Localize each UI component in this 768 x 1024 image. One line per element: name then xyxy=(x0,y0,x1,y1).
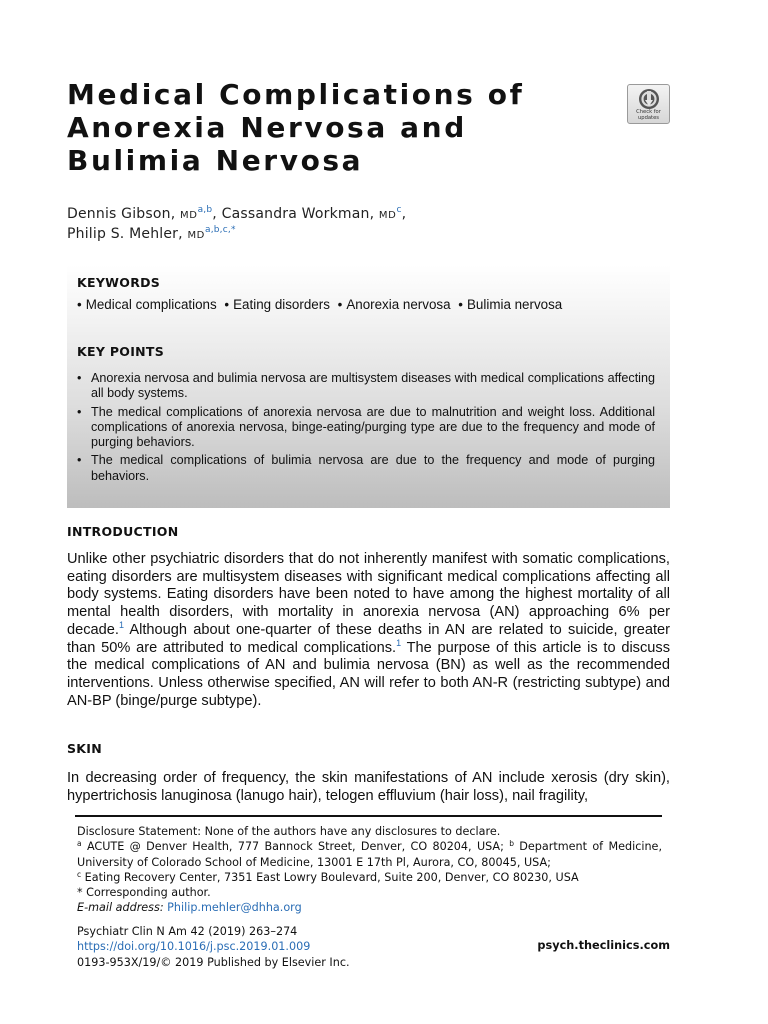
corresponding-author-note: * Corresponding author. xyxy=(77,886,211,900)
title-line-2: Anorexia Nervosa and xyxy=(67,111,467,144)
article-title xyxy=(67,78,587,177)
copyright-line: 0193-953X/19/© 2019 Published by Elsevier Inc. xyxy=(77,955,350,969)
section-heading-skin: SKIN xyxy=(67,741,103,756)
disclosure-statement: Disclosure Statement: None of the authors have any disclosures to declare. xyxy=(77,825,501,838)
affiliation-b: Department of Medicine, University of Colorado School of Medicine, 13001 E 17th Pl, Aurora, CO, 80045, USA; xyxy=(77,840,662,869)
affiliations-ab xyxy=(77,839,662,870)
author-degree: MD xyxy=(378,210,397,221)
paragraph-text: The purpose of this article is to discuss the medical complications of AN and bulimia nervosa (BN) as well as the recommended interventions. Unless otherwise specified, AN will refer to both AN-R (restricting subtype) and AN-BP (binge/purge subtype). xyxy=(67,639,670,709)
check-for-updates-badge[interactable] xyxy=(627,84,670,124)
author-name: Dennis Gibson, xyxy=(67,206,176,222)
skin-paragraph: In decreasing order of frequency, the skin manifestations of AN include xerosis (dry skin), hypertrichosis lanuginosa (lanugo hair), telogen effluvium (hair loss), nail fragility, xyxy=(67,770,670,804)
keywords-box xyxy=(67,265,670,508)
title-line-1: Medical Complications of xyxy=(67,78,525,111)
affiliation-mark: a xyxy=(77,839,82,849)
key-point-item: • The medical complications of anorexia nervosa are due to malnutrition and weight loss. Additional complications of anorexia nervosa, binge-eating/purging type are due to the frequency and mode of purging behaviors. xyxy=(77,405,655,451)
author-degree: MD xyxy=(180,210,198,221)
check-for-updates-icon xyxy=(638,88,660,110)
author-affiliation-ref[interactable]: a,b xyxy=(197,205,213,215)
affiliation-c: Eating Recovery Center, 7351 East Lowry Boulevard, Suite 200, Denver, CO 80230, USA xyxy=(81,870,579,884)
email-line xyxy=(77,900,662,915)
keywords-list: • Medical complications • Eating disorders • Anorexia nervosa • Bulimia nervosa xyxy=(77,297,563,312)
affiliation-mark: b xyxy=(509,839,514,849)
author-degree: MD xyxy=(187,230,205,241)
corresponding-author-mark[interactable]: * xyxy=(230,225,236,235)
email-link[interactable]: Philip.mehler@dhha.org xyxy=(167,901,302,915)
author-name: Cassandra Workman, xyxy=(221,206,375,222)
keyword-item: Medical complications xyxy=(85,297,217,312)
key-points-heading: KEY POINTS xyxy=(77,344,165,359)
keywords-heading: KEYWORDS xyxy=(77,275,161,290)
affiliation-c-line xyxy=(77,870,662,885)
badge-label-2: updates xyxy=(638,114,659,121)
keyword-item: Eating disorders xyxy=(233,297,330,312)
key-point-item: • The medical complications of bulimia nervosa are due to the frequency and mode of purging behaviors. xyxy=(77,453,655,484)
paragraph-text: Unlike other psychiatric disorders that do not inherently manifest with somatic complications, eating disorders are multisystem diseases with significant medical complications affecting all body systems. Eating disorders have been noted to have among the highest mortality of all mental health disorders, with mortality in anorexia nervosa (AN) approaching 6% per decade. xyxy=(67,551,670,638)
keyword-item: Bulimia nervosa xyxy=(466,297,563,312)
section-heading-introduction: INTRODUCTION xyxy=(67,524,179,539)
doi-link[interactable]: https://doi.org/10.1016/j.psc.2019.01.009 xyxy=(77,940,311,954)
key-point-item: • Anorexia nervosa and bulimia nervosa are multisystem diseases with medical complications affecting all body systems. xyxy=(77,371,655,402)
footnotes xyxy=(77,824,662,916)
email-label: E-mail address: xyxy=(77,901,164,915)
citation-block xyxy=(77,924,350,970)
author-list: Dennis Gibson, MD$^{a,b}$, Cassandra Workman, $MD^c$, Philip S. Mehler, $MD^{a,b,c,*}$ xyxy=(67,205,407,242)
author-affiliation-ref[interactable]: a,b,c, xyxy=(204,225,231,235)
journal-reference: Psychiatr Clin N Am 42 (2019) 263–274 xyxy=(77,925,298,938)
introduction-paragraph xyxy=(67,551,670,710)
keyword-item: Anorexia nervosa xyxy=(346,297,451,312)
author-name: Philip S. Mehler, xyxy=(67,226,183,242)
author-affiliation-ref[interactable]: c xyxy=(396,205,402,215)
footnote-divider xyxy=(75,815,662,817)
affiliation-mark: c xyxy=(77,869,82,879)
reference-link[interactable]: 1 xyxy=(118,619,124,630)
affiliation-a: ACUTE @ Denver Health, 777 Bannock Street, Denver, CO 80204, USA; xyxy=(81,840,510,854)
title-line-3: Bulimia Nervosa xyxy=(67,144,364,177)
key-points-list xyxy=(77,371,655,487)
journal-website[interactable]: psych.theclinics.com xyxy=(537,939,670,952)
paragraph-text: Although about one-quarter of these deaths in AN are related to suicide, greater than 50% are attributed to medical complications. xyxy=(67,621,670,656)
badge-label-1: Check for xyxy=(636,109,661,115)
reference-link[interactable]: 1 xyxy=(396,637,402,648)
